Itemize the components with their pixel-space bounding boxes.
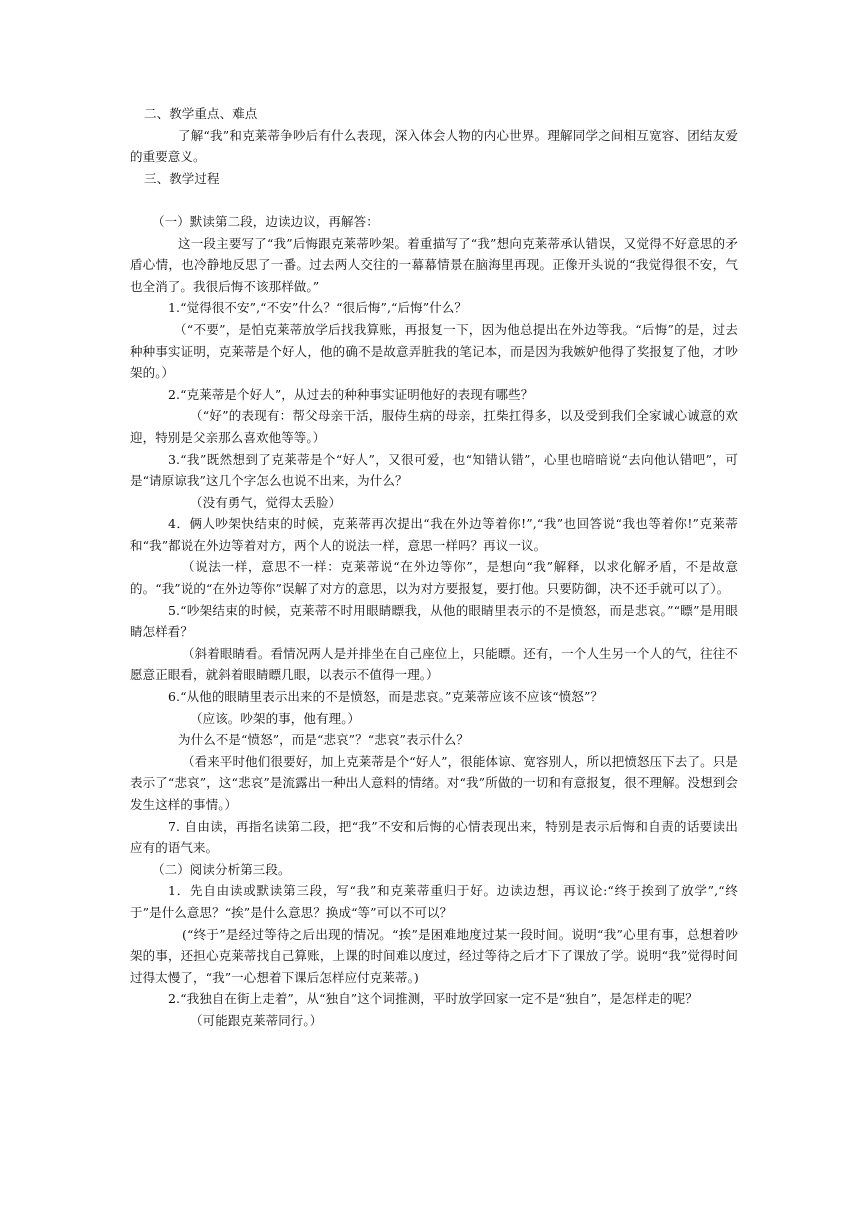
part2-heading: （二）阅读分析第三段。 xyxy=(152,861,291,877)
part1-question-1: 1.“觉得很不安”,“不安”什么？“很后悔”,“后悔”什么？ xyxy=(168,300,467,316)
part1-answer-4: （说法一样，意思不一样：克莱蒂说“在外边等你”，是想向“我”解释，以求化解矛盾，不是故意的。“我”说的“在外边等你”误解了对方的意思，以为对方要报复，要打他。只要防御，决不还手就可以了）。 xyxy=(130,559,738,597)
part1-answer-2: （“好”的表现有：帮父母亲干活，服侍生病的母亲，扛柴扛得多，以及受到我们全家诚心诚意的欢迎，特别是父亲那么喜欢他等等。） xyxy=(130,408,738,445)
part1-intro: 这一段主要写了“我”后悔跟克莱蒂吵架。着重描写了“我”想向克莱蒂承认错误，又觉得不好意思的矛盾心情，也冷静地反思了一番。过去两人交往的一幕幕情景在脑海里再现。正像开头说的“我觉得很不安，气也全消了。我很后悔不该那样做。” xyxy=(130,235,738,294)
part2-answer-1: (“终于”是经过等待之后出现的情况。“挨”是困难地度过某一段时间。说明“我”心里有事，总想着吵架的事，还担心克莱蒂找自己算账，上课的时间难以度过，经过等待之后才下了课放了学。说明“我”觉得时间过得太慢了，“我”一心想着下课后怎样应付克莱蒂。) xyxy=(130,926,738,985)
spacer xyxy=(130,189,738,211)
part2-question-1: 1．先自由读或默读第三段，写“我”和克莱蒂重归于好。边读边想，再议论:“终于挨到了放学”,“终于”是什么意思？“挨”是什么意思？换成“等”可以不可以？ xyxy=(130,883,738,920)
document-body xyxy=(130,103,738,1032)
part1-question-6: 6.“从他的眼睛里表示出来的不是愤怒，而是悲哀。”克莱蒂应该不应该“愤怒”？ xyxy=(168,689,604,705)
section-heading-key-points: 二、教学重点、难点 xyxy=(144,106,258,121)
part1-question-2: 2.“克莱蒂是个好人”，从过去的种种事实证明他好的表现有哪些？ xyxy=(168,386,534,402)
part2-answer-2: （可能跟克莱蒂同行。） xyxy=(190,1012,323,1028)
key-points-paragraph: 了解“我”和克莱蒂争吵后有什么表现，深入体会人物的内心世界。理解同学之间相互宽容、团结友爱的重要意义。 xyxy=(130,127,738,165)
part1-heading: （一）默读第二段，边读边议，再解答： xyxy=(152,213,379,229)
part1-question-7: 7. 自由读，再指名读第二段，把“我”不安和后悔的心情表现出来，特别是表示后悔和自责的话要读出应有的语气来。 xyxy=(130,818,738,856)
part1-answer-1: （“不要”，是怕克莱蒂放学后找我算账，再报复一下，因为他总提出在外边等我。“后悔”的是，过去种种事实证明，克莱蒂是个好人，他的确不是故意弄脏我的笔记本，而是因为我嫉妒他得了奖报复了他，才吵架的。） xyxy=(130,321,738,381)
section-heading-process: 三、教学过程 xyxy=(144,170,220,186)
part1-question-6b: 为什么不是“愤怒”，而是“悲哀”？“悲哀”表示什么？ xyxy=(178,732,469,748)
part1-question-5: 5.“吵架结束的时候，克莱蒂不时用眼睛瞟我，从他的眼睛里表示的不是愤怒，而是悲哀。”“瞟”是用眼睛怎样看？ xyxy=(130,602,738,640)
part1-answer-6: （应该。吵架的事，他有理。） xyxy=(190,710,361,726)
part1-answer-5: （斜着眼睛看。看情况两人是并排坐在自己座位上，只能瞟。还有，一个人生另一个人的气，往往不愿意正眼看，就斜着眼睛瞟几眼，以表示不值得一理。） xyxy=(130,645,738,683)
part1-answer-3: （没有勇气，觉得太丢脸） xyxy=(190,494,342,510)
part1-answer-6b: （看来平时他们很要好，加上克莱蒂是个“好人”，很能体谅、宽容别人，所以把愤怒压下去了。只是表示了“悲哀”，这“悲哀”是流露出一种出人意料的情绪。对“我”所做的一切和有意报复，很不理解。没想到会发生这样的事情。） xyxy=(130,753,738,812)
part1-question-3: 3.“我”既然想到了克莱蒂是个“好人”，又很可爱，也“知错认错”，心里也暗暗说“去向他认错吧”，可是“请原谅我”这几个字怎么也说不出来，为什么？ xyxy=(130,451,738,489)
part1-question-4: 4．俩人吵架快结束的时候，克莱蒂再次提出“我在外边等着你!”,“我”也回答说“我也等着你!”克莱蒂和“我”都说在外边等着对方，两个人的说法一样，意思一样吗？再议一议。 xyxy=(130,516,738,553)
part2-question-2: 2.“我独自在街上走着”，从“独自”这个词推测，平时放学回家一定不是“独自”，是怎样走的呢？ xyxy=(168,991,698,1007)
